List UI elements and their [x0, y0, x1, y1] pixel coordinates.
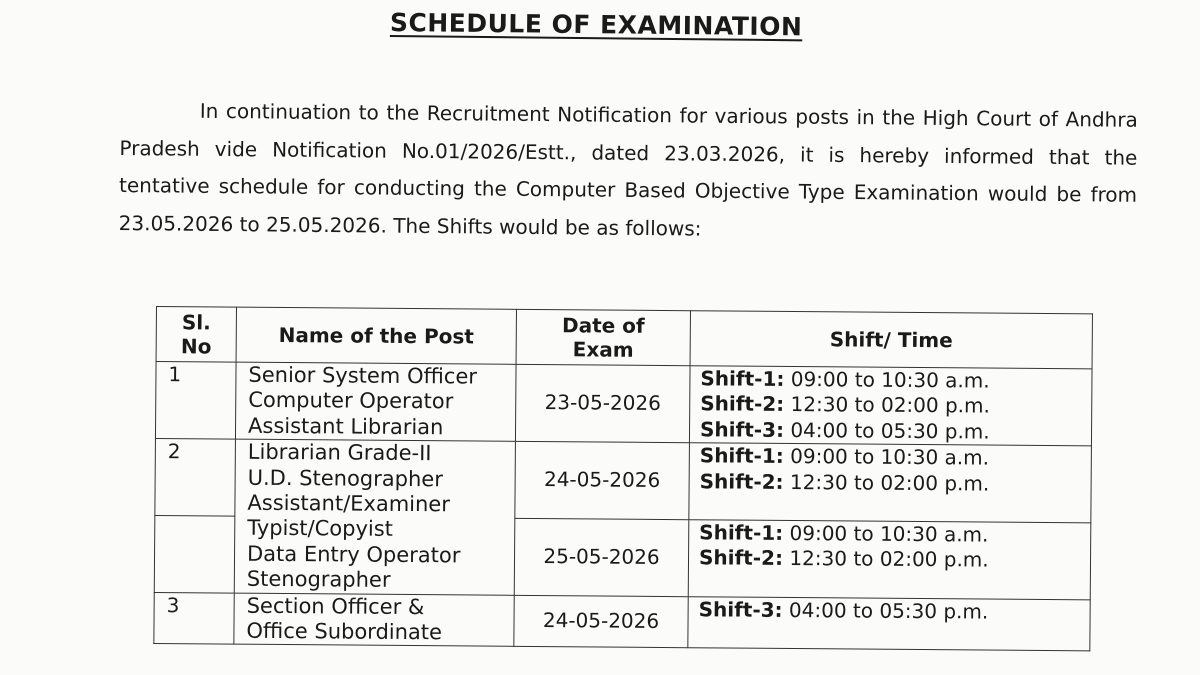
sl-number: 1 [155, 362, 236, 440]
header-date-line2: Exam [572, 337, 634, 362]
shift-time: 09:00 to 10:30 a.m. [790, 366, 990, 393]
sl-number-empty [154, 515, 235, 592]
intro-paragraph: In continuation to the Recruitment Notification for various posts in the High Court of Andhra Pradesh vide Notification No.01/2026/Estt., dated 23.03.2026, it is hereby informed that the tentative schedule for conducting the Computer Based Objective Type Examination would be from 23.05.2026 to 25.05.2026. The Shifts would be as follows: [118, 98, 1138, 241]
shift-label: Shift-1: [699, 443, 784, 469]
post-names [234, 439, 515, 595]
shift-line [700, 469, 1091, 497]
table-row [155, 439, 1092, 523]
post-name: Assistant/Examiner [247, 490, 451, 517]
post-name: U.D. Stenographer [247, 465, 443, 491]
shift-line [700, 443, 1091, 471]
shift-times [689, 443, 1092, 523]
post-names [235, 362, 516, 441]
document-title: SCHEDULE OF EXAMINATION [389, 8, 803, 42]
post-name: Typist/Copyist [247, 516, 394, 542]
post-name: Librarian Grade-II [247, 439, 432, 466]
shift-line [700, 417, 1091, 445]
shift-time: 12:30 to 02:00 p.m. [789, 469, 990, 496]
header-date-line1: Date of [561, 313, 645, 338]
header-sl-no [156, 307, 236, 363]
exam-date: 24-05-2026 [514, 595, 688, 648]
exam-date: 25-05-2026 [514, 518, 689, 596]
shift-line [699, 520, 1090, 548]
schedule-table [153, 306, 1093, 652]
shift-label: Shift-2: [699, 468, 784, 494]
shift-label: Shift-3: [699, 417, 785, 442]
table-row [154, 592, 1090, 651]
shift-line [699, 546, 1090, 574]
exam-date: 24-05-2026 [515, 442, 690, 520]
header-sl-line1: Sl. [181, 310, 211, 335]
shift-time: 04:00 to 05:30 p.m. [788, 597, 989, 624]
sl-number: 3 [154, 592, 234, 644]
header-post-name: Name of the Post [236, 307, 516, 364]
post-name: Office Subordinate [246, 618, 443, 645]
exam-date: 23-05-2026 [515, 364, 690, 443]
shift-time: 12:30 to 02:00 p.m. [789, 546, 989, 572]
shift-times [688, 520, 1091, 600]
shift-label: Shift-2: [700, 391, 785, 417]
shift-line [699, 597, 1090, 625]
post-name: Senior System Officer [248, 362, 478, 389]
shift-line [700, 392, 1091, 420]
shift-line [700, 366, 1091, 394]
shift-time: 09:00 to 10:30 a.m. [790, 444, 990, 470]
header-shift-time: Shift/ Time [690, 311, 1092, 369]
shift-times [688, 596, 1090, 651]
shift-time: 12:30 to 02:00 p.m. [790, 392, 991, 418]
shift-label: Shift-3: [698, 596, 783, 622]
shift-time: 09:00 to 10:30 a.m. [789, 520, 989, 547]
post-name: Section Officer & [246, 593, 425, 619]
header-sl-line2: No [180, 334, 212, 359]
shift-label: Shift-1: [699, 520, 784, 545]
post-name: Stenographer [246, 566, 391, 593]
shift-label: Shift-1: [700, 366, 785, 391]
table-header-row [156, 307, 1092, 369]
sl-number: 2 [155, 439, 236, 516]
shift-time: 04:00 to 05:30 p.m. [790, 417, 990, 444]
post-name: Assistant Librarian [247, 413, 444, 440]
post-name: Data Entry Operator [246, 541, 461, 568]
shift-times [689, 366, 1092, 446]
post-names [234, 593, 514, 647]
header-exam-date [516, 309, 690, 365]
table-row [155, 362, 1092, 447]
shift-label: Shift-2: [698, 545, 784, 571]
post-name: Computer Operator [248, 388, 454, 414]
